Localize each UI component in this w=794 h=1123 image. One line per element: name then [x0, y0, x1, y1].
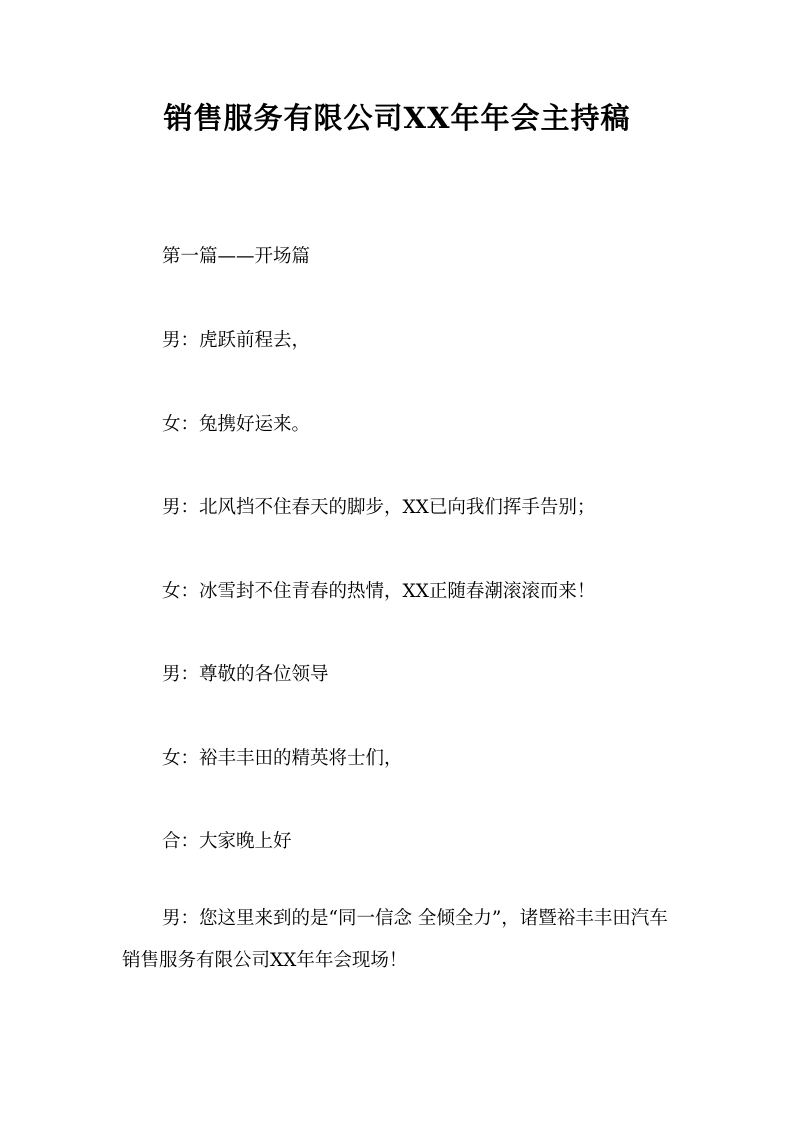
- script-line: 女：冰雪封不住青春的热情，XX正随春潮滚滚而来！: [162, 581, 596, 602]
- script-line: 男：您这里来到的是“同一信念 全倾全力”，诸暨裕丰丰田汽车销售服务有限公司XX年年会现场！: [122, 908, 668, 971]
- script-line: 男：北风挡不住春天的脚步，XX已向我们挥手告别；: [162, 497, 596, 518]
- document-title: 销售服务有限公司XX年年会主持稿: [163, 101, 631, 135]
- section-heading: 第一篇——开场篇: [162, 246, 311, 267]
- script-line: 男：尊敬的各位领导: [162, 664, 329, 685]
- script-line: 男：虎跃前程去，: [162, 330, 311, 351]
- script-line: 女：裕丰丰田的精英将士们，: [162, 748, 403, 769]
- script-line: 合：大家晚上好: [162, 831, 292, 852]
- script-line: 女：兔携好运来。: [162, 414, 311, 435]
